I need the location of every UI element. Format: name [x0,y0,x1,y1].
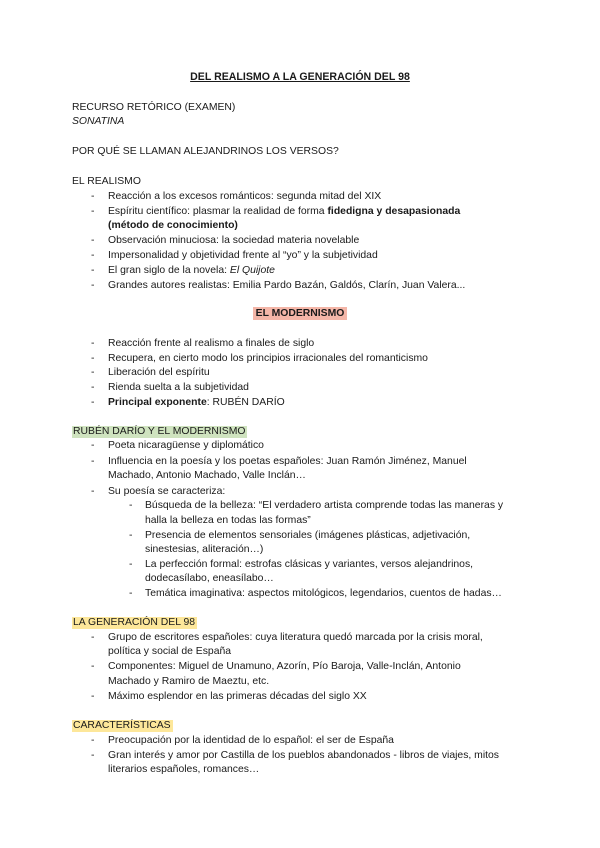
bullet: - [91,338,95,349]
bullet: - [91,353,95,364]
bullet: - [91,250,95,261]
realismo-heading: EL REALISMO [72,176,141,187]
bullet: - [91,735,95,746]
gen98-heading-wrap [72,616,197,630]
list-item: Su poesía se caracteriza: [108,486,226,497]
list-item [108,396,285,410]
recurso-value: SONATINA [72,116,125,127]
bold-text: fidedigna y desapasionada [327,206,461,217]
list-item: Preocupación por la identidad de lo español: el ser de España [108,735,394,746]
list-item: Influencia en la poesía y los poetas españoles: Juan Ramón Jiménez, Manuel [108,456,467,467]
list-item-text: Espíritu científico: plasmar la realidad de forma [108,206,328,217]
bold-text: Principal exponente [108,397,207,408]
list-item-continuation: política y social de España [108,646,232,657]
caracteristicas-heading-wrap [72,719,173,733]
bullet: - [91,382,95,393]
list-item-text: : RUBÉN DARÍO [206,397,285,408]
page-title: DEL REALISMO A LA GENERACIÓN DEL 98 [190,71,410,83]
bullet: - [91,206,95,217]
gen98-heading: LA GENERACIÓN DEL 98 [73,617,196,628]
bullet: - [129,500,133,511]
list-item: Grandes autores realistas: Emilia Pardo Bazán, Galdós, Clarín, Juan Valera... [108,280,466,291]
sub-list-item-continuation: halla la belleza en todas las formas” [145,515,311,526]
recurso-label: RECURSO RETÓRICO (EXAMEN) [72,102,236,113]
bullet: - [91,440,95,451]
ruben-heading-wrap [72,425,247,439]
bullet: - [91,750,95,761]
bullet: - [91,456,95,467]
list-item: Reacción frente al realismo a finales de siglo [108,338,315,349]
list-item: Observación minuciosa: la sociedad materia novelable [108,235,360,246]
modernismo-heading-wrap [0,307,600,321]
sub-list-item: Presencia de elementos sensoriales (imágenes plásticas, adjetivación, [145,530,471,541]
list-item-continuation: Machado y Ramiro de Maeztu, etc. [108,676,270,687]
bullet: - [129,559,133,570]
list-item-text: El gran siglo de la novela: [108,265,230,276]
list-item-continuation: literarios españoles, romances… [108,764,260,775]
bullet: - [91,235,95,246]
bullet: - [91,661,95,672]
sub-list-item: Búsqueda de la belleza: “El verdadero artista comprende todas las maneras y [145,500,504,511]
sub-list-item: La perfección formal: estrofas clásicas y variantes, versos alejandrinos, [145,559,474,570]
list-item: Liberación del espíritu [108,367,210,378]
list-item-continuation: Machado, Antonio Machado, Valle Inclán… [108,470,306,481]
sub-list-item-continuation: dodecasílabo, eneasílabo… [145,573,274,584]
bullet: - [91,367,95,378]
question-text: POR QUÉ SE LLAMAN ALEJANDRINOS LOS VERSOS? [72,146,339,157]
ruben-heading: RUBÉN DARÍO Y EL MODERNISMO [73,426,246,437]
bullet: - [91,397,95,408]
list-item: Poeta nicaragüense y diplomático [108,440,264,451]
sub-list-item-continuation: sinestesias, aliteración…) [145,544,264,555]
list-item: Rienda suelta a la subjetividad [108,382,249,393]
list-item: Reacción a los excesos románticos: segunda mitad del XIX [108,191,382,202]
bullet: - [129,530,133,541]
bullet: - [91,265,95,276]
bullet: - [91,486,95,497]
bullet: - [91,691,95,702]
italic-text: El Quijote [229,265,275,276]
list-item: Gran interés y amor por Castilla de los pueblos abandonados - libros de viajes, mitos [108,750,500,761]
list-item: Componentes: Miguel de Unamuno, Azorín, Pío Baroja, Valle-Inclán, Antonio [108,661,461,672]
bullet: - [91,632,95,643]
list-item: Recupera, en cierto modo los principios irracionales del romanticismo [108,353,428,364]
bullet: - [91,280,95,291]
modernismo-heading: EL MODERNISMO [253,307,348,320]
caracteristicas-heading: CARACTERÍSTICAS [73,720,171,731]
sub-list-item: Temática imaginativa: aspectos mitológicos, legendarios, cuentos de hadas… [145,588,502,599]
bullet: - [91,191,95,202]
list-item: Impersonalidad y objetividad frente al “yo” y la subjetividad [108,250,378,261]
list-item [108,264,275,278]
list-item-continuation: (método de conocimiento) [108,220,238,231]
list-item: Máximo esplendor en las primeras décadas del siglo XX [108,691,367,702]
list-item [108,205,460,219]
list-item: Grupo de escritores españoles: cuya literatura quedó marcada por la crisis moral, [108,632,483,643]
bullet: - [129,588,133,599]
